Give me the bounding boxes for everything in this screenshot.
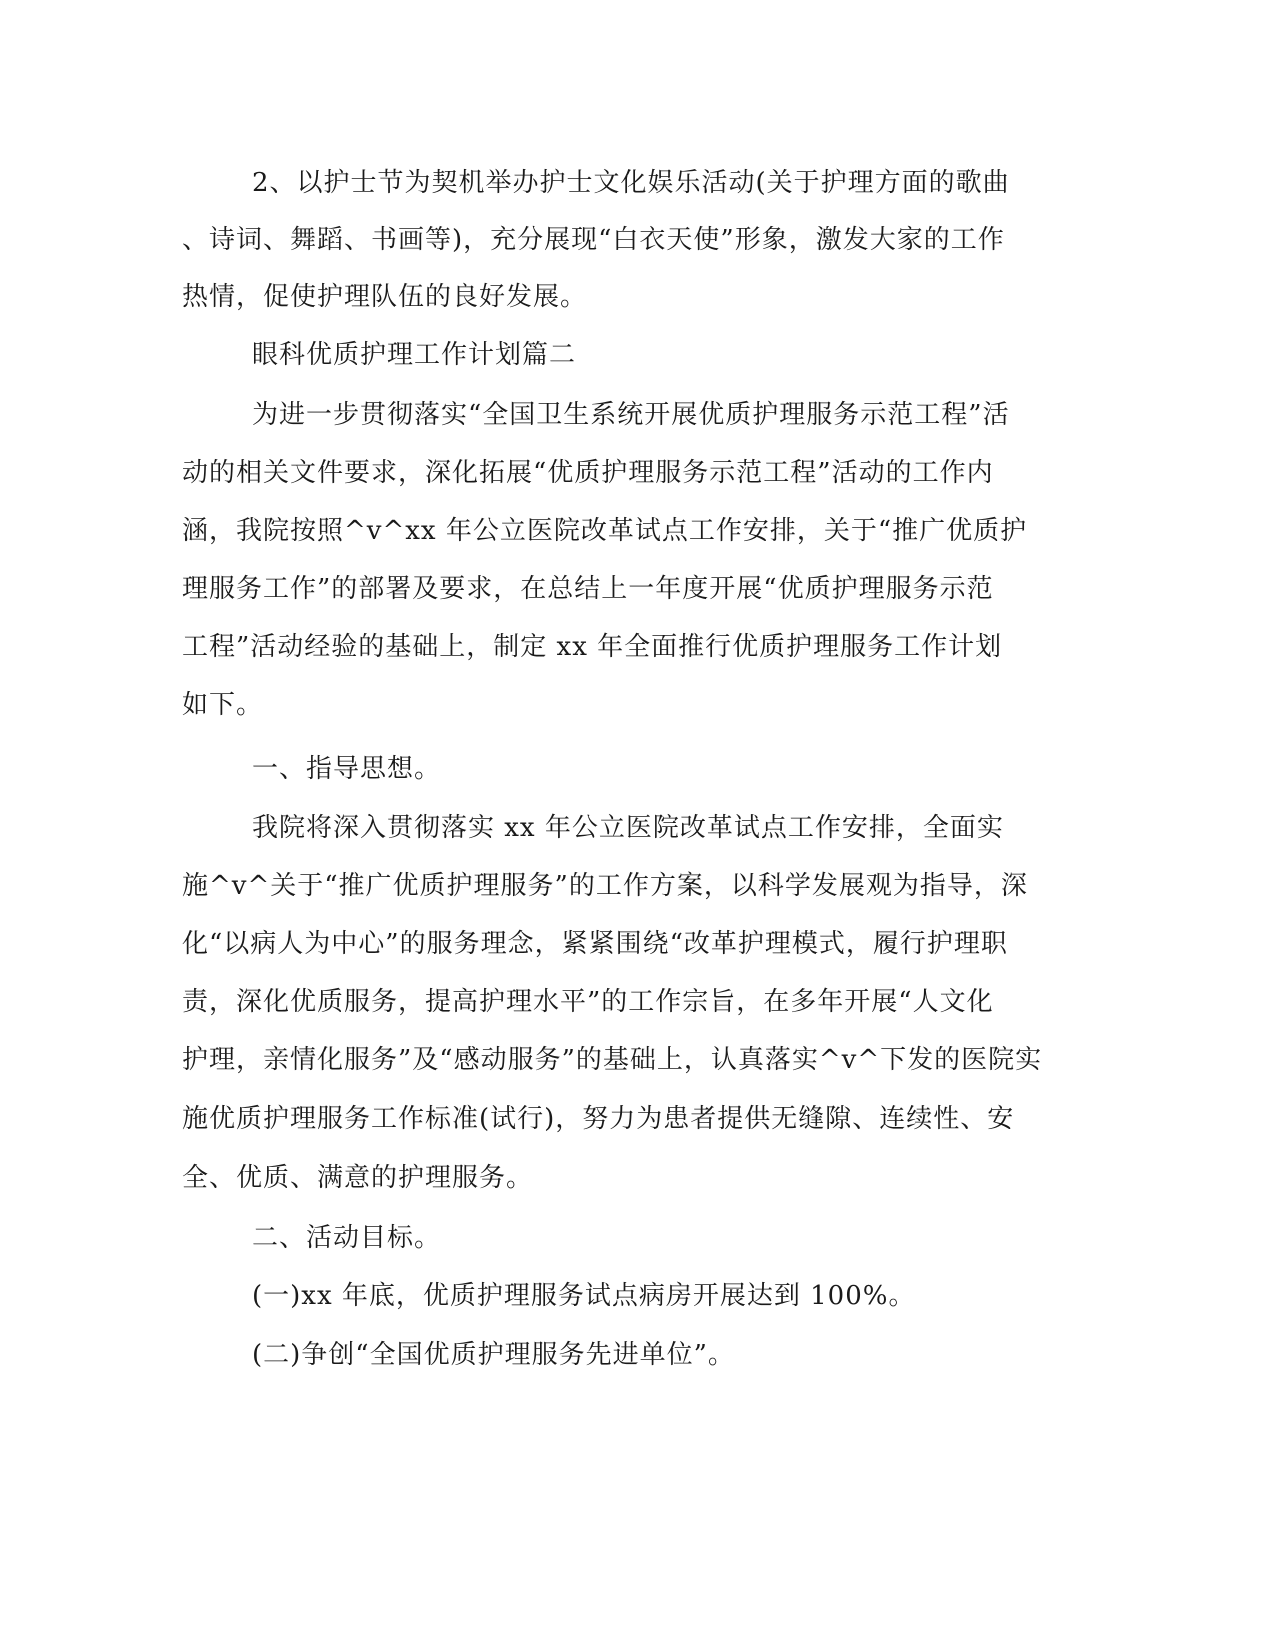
paragraph-1-line-3: 热情，促使护理队伍的良好发展。 bbox=[182, 282, 588, 312]
paragraph-3-line-2: 施^v^关于“推广优质护理服务”的工作方案，以科学发展观为指导，深 bbox=[182, 871, 1028, 901]
paragraph-2-line-1: 为进一步贯彻落实“全国卫生系统开展优质护理服务示范工程”活 bbox=[252, 400, 1010, 430]
paragraph-1-line-2: 、诗词、舞蹈、书画等)，充分展现“白衣天使”形象，激发大家的工作 bbox=[182, 225, 1005, 255]
paragraph-2-line-3: 涵，我院按照^v^xx 年公立医院改革试点工作安排，关于“推广优质护 bbox=[182, 516, 1028, 546]
goal-item-1: (一)xx 年底，优质护理服务试点病房开展达到 100%。 bbox=[252, 1281, 916, 1311]
section-heading: 眼科优质护理工作计划篇二 bbox=[252, 340, 577, 370]
paragraph-3-line-7: 全、优质、满意的护理服务。 bbox=[182, 1163, 534, 1193]
heading-guiding-ideology: 一、指导思想。 bbox=[252, 754, 442, 784]
paragraph-3-line-6: 施优质护理服务工作标准(试行)，努力为患者提供无缝隙、连续性、安 bbox=[182, 1104, 1015, 1134]
paragraph-3-line-5: 护理，亲情化服务”及“感动服务”的基础上，认真落实^v^下发的医院实 bbox=[182, 1045, 1043, 1075]
paragraph-1-line-1: 2、以护士节为契机举办护士文化娱乐活动(关于护理方面的歌曲 bbox=[252, 168, 1010, 198]
heading-activity-goals: 二、活动目标。 bbox=[252, 1223, 442, 1253]
paragraph-3-line-4: 责，深化优质服务，提高护理水平”的工作宗旨，在多年开展“人文化 bbox=[182, 987, 994, 1017]
goal-item-2: (二)争创“全国优质护理服务先进单位”。 bbox=[252, 1340, 735, 1370]
paragraph-2-line-2: 动的相关文件要求，深化拓展“优质护理服务示范工程”活动的工作内 bbox=[182, 458, 994, 488]
paragraph-2-line-5: 工程”活动经验的基础上，制定 xx 年全面推行优质护理服务工作计划 bbox=[182, 632, 1003, 662]
paragraph-3-line-3: 化“以病人为中心”的服务理念，紧紧围绕“改革护理模式，履行护理职 bbox=[182, 929, 1008, 959]
paragraph-2-line-6: 如下。 bbox=[182, 690, 264, 720]
paragraph-3-line-1: 我院将深入贯彻落实 xx 年公立医院改革试点工作安排，全面实 bbox=[252, 813, 1004, 843]
paragraph-2-line-4: 理服务工作”的部署及要求，在总结上一年度开展“优质护理服务示范 bbox=[182, 574, 994, 604]
